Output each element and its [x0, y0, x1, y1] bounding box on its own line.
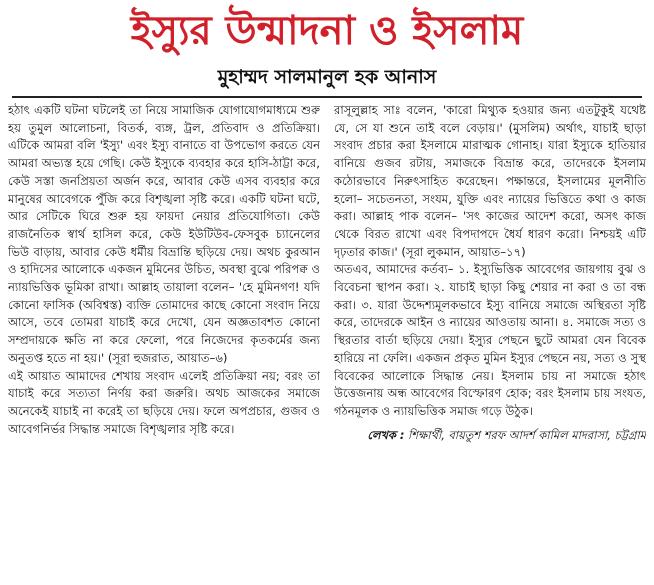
article-body	[8, 102, 646, 572]
column-left	[8, 102, 320, 572]
paragraph: এই আয়াত আমাদের শেখায় সংবাদ এলেই প্রতিক্রিয়া নয়; বরং তা যাচাই করে সত্যতা নির্ণয় করা জরুরি। অথচ আজকের সমাজে অনেকেই যাচাই না করেই তা ছড়িয়ে দেয়। ফলে অপপ্রচার, গুজব ও আবেগনির্ভর সিদ্ধান্ত সমাজে বিশৃঙ্খলার সৃষ্টি করে।	[8, 368, 320, 436]
paragraph: রাসূলুল্লাহ সাঃ বলেন, 'কারো মিথ্যুক হওয়ার জন্য এতটুকুই যথেষ্ট যে, সে যা শুনে তাই বলে বেড়ায়।' (মুসলিম) অর্থাৎ, যাচাই ছাড়া সংবাদ প্রচার করা ইসলামে মারাত্মক গোনাহ। যারা ইস্যুকে হাতিয়ার বানিয়ে গুজব রটায়, সমাজকে বিভ্রান্ত করে, তাদেরকে ইসলাম কঠোরভাবে নিরুৎসাহিত করেছেন। পক্ষান্তরে, ইসলামের মূলনীতি হলো– সচেতনতা, সংযম, যুক্তি এবং ন্যায়ের ভিত্তিতে কথা ও কাজ করা। আল্লাহ পাক বলেন– 'সৎ কাজের আদেশ করো, অসৎ কাজ থেকে বিরত রাখো এবং বিপদাপদে ধৈর্য ধারণ করো। নিশ্চয়ই এটি দৃঢ়তার কাজ।' (সূরা লুকমান, আয়াত–১৭)	[334, 103, 646, 259]
article-byline: মুহাম্মদ সালমানুল হক আনাস	[217, 66, 437, 88]
author-label: লেখক :	[367, 427, 405, 442]
author-affiliation: শিক্ষার্থী, বায়তুশ শরফ আদর্শ কামিল মাদরাসা, চট্টগ্রাম	[408, 427, 646, 442]
article-title: ইস্যুর উন্মাদনা ও ইসলাম	[130, 8, 524, 54]
paragraph: অতএব, আমাদের কর্তব্য– ১. ইস্যুভিত্তিক আবেগের জায়গায় বুঝ ও বিবেচনা স্থাপন করা। ২. যাচাই ছাড়া কিছু শেয়ার না করা ও তা বন্ধ করা। ৩. যারা উদ্দেশ্যমূলকভাবে ইস্যু বানিয়ে সমাজে অস্থিরতা সৃষ্টি করে, তাদেরকে আইন ও ন্যায়ের আওতায় আনা। ৪. সমাজে সত্য ও স্থিরতার বার্তা ছড়িয়ে দেয়া। ইস্যুর পেছনে ছুটে আমরা যেন বিবেক হারিয়ে না ফেলি। একজন প্রকৃত মুমিন ইস্যুর পেছনে নয়, সত্য ও সুস্থ বিবেকের আলোকে সিদ্ধান্ত নেয়। ইসলাম চায় না সমাজে হঠাৎ উত্তেজনায় অন্ধ আবেগের বিস্ফোরণ হোক; বরং ইসলাম চায় সংযত, গঠনমূলক ও ন্যায়ভিত্তিক সমাজ গড়ে উঠুক।	[334, 262, 646, 418]
column-right	[334, 102, 646, 572]
title-divider	[12, 96, 642, 98]
author-credit	[334, 427, 646, 444]
paragraph: হঠাৎ একটি ঘটনা ঘটলেই তা নিয়ে সামাজিক যোগাযোগমাধ্যমে শুরু হয় তুমুল আলোচনা, বিতর্ক, ব্যঙ্গ, ট্রল, প্রতিবাদ ও প্রতিক্রিয়া। এটিকে আমরা বলি 'ইস্যু' এবং ইস্যু বানাতে বা উপভোগ করতে যেন আমরা অভ্যস্ত হয়ে গেছি। কেউ ইস্যুকে ব্যবহার করে হাসি-ঠাট্টা করে, কেউ সস্তা জনপ্রিয়তা অর্জন করে, আবার কেউ এসব ব্যবহার করে মানুষের আবেগকে পুঁজি করে বিশৃঙ্খলা সৃষ্টি করে। একটি ঘটনা ঘটে, আর সেটিকে ঘিরে শুরু হয় ফায়দা নেয়ার প্রতিযোগিতা। কেউ রাজনৈতিক স্বার্থ হাসিল করে, কেউ ইউটিউব-ফেসবুক চ্যানেলের ভিউ বাড়ায়, আবার কেউ ধর্মীয় বিভ্রান্তি ছড়িয়ে দেয়। অথচ কুরআন ও হাদিসের আলোকে একজন মুমিনের উচিত, অবস্থা বুঝে পরিপক্ব ও ন্যায়ভিত্তিক ভূমিকা রাখা। আল্লাহ তায়ালা বলেন– 'হে মুমিনগণ! যদি কোনো ফাসিক (অবিশ্বস্ত) ব্যক্তি তোমাদের কাছে কোনো সংবাদ নিয়ে আসে, তবে তোমরা যাচাই করে দেখো, যেন অজ্ঞতাবশত কোনো সম্প্রদায়কে ক্ষতি না করে ফেলো, পরে নিজেদের কৃতকর্মের জন্য অনুতপ্ত হতে না হয়।' (সূরা হুজরাত, আয়াত–৬)	[8, 103, 320, 365]
